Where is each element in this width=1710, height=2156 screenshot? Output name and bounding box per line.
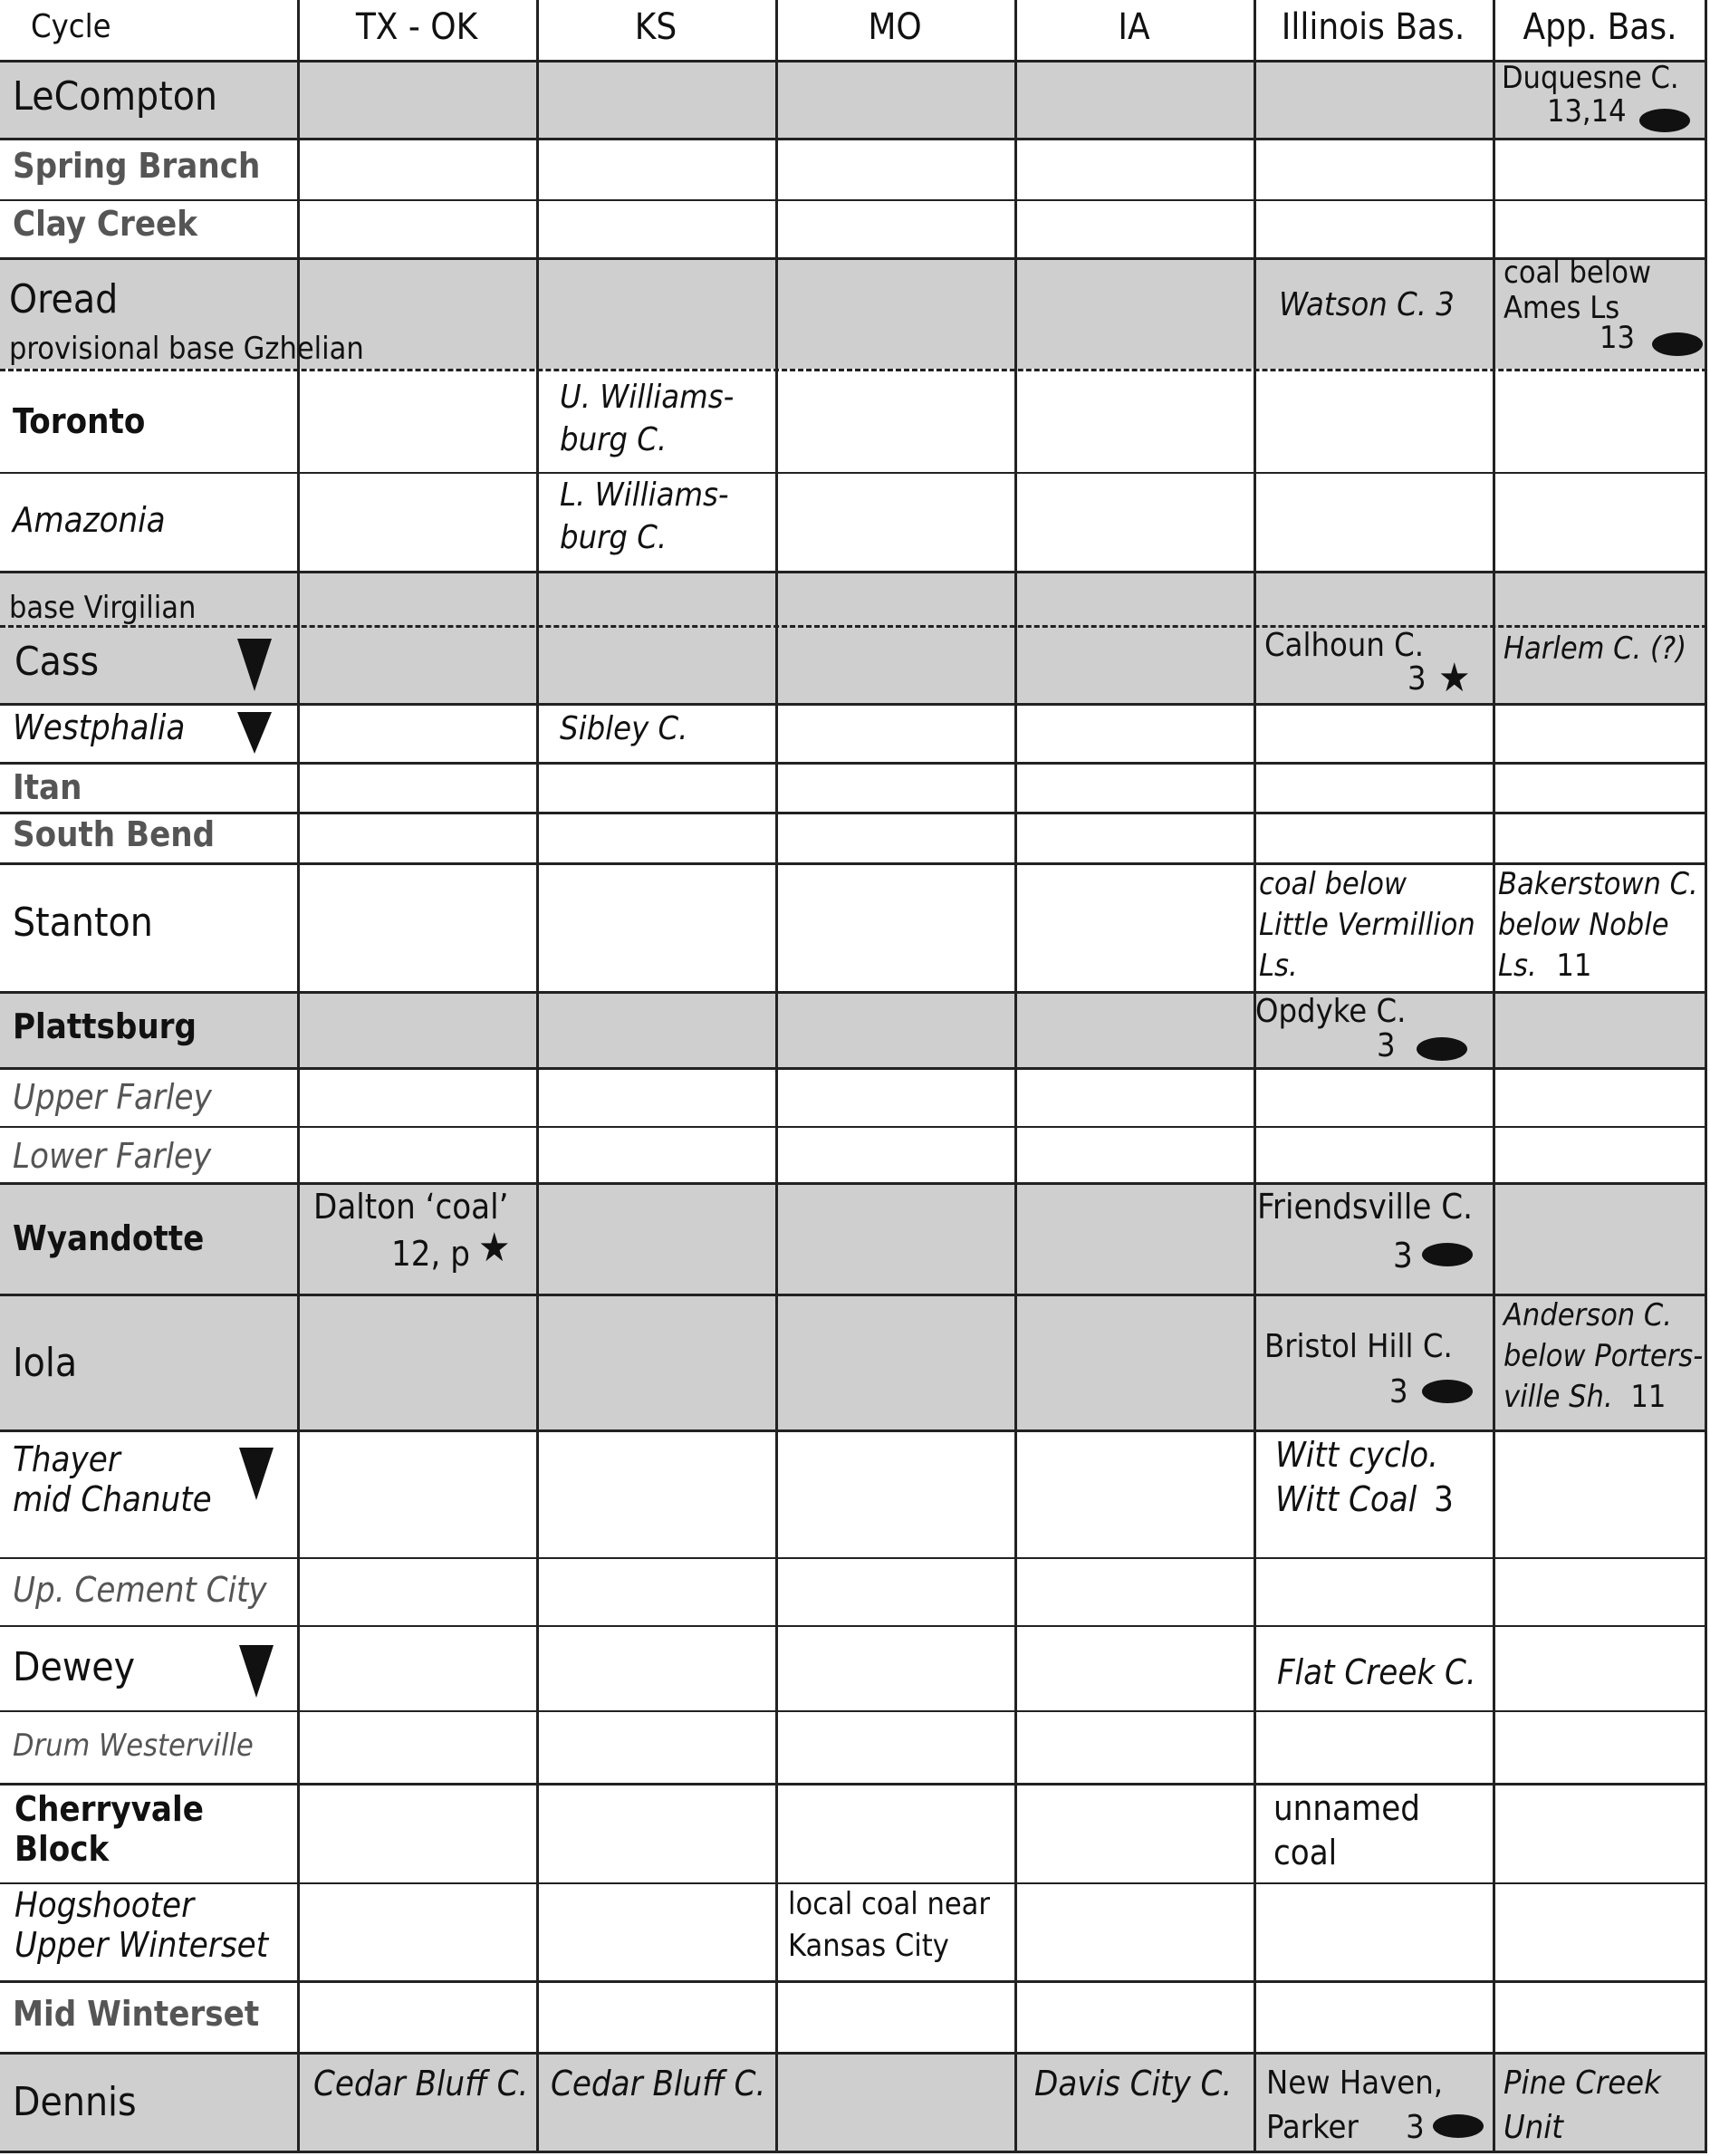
cycle-hogshooter-line1: Hogshooter: [14, 1885, 195, 1925]
cell-text: L. Williams-: [560, 476, 729, 514]
cycle-iola: Iola: [13, 1340, 78, 1386]
black-oval-icon: [1422, 1380, 1473, 1403]
row-divider: [0, 2052, 1707, 2055]
cell-text: Ls.: [1259, 948, 1298, 985]
cell-text: Witt cyclo.: [1275, 1435, 1439, 1475]
cell-amazonia-ks: [560, 475, 729, 560]
header-cycle: Cycle: [31, 8, 111, 45]
cell-text: below Porters-: [1503, 1338, 1704, 1375]
row-divider: [0, 1710, 1707, 1712]
cell-text: 3: [1406, 2108, 1425, 2146]
cell-dennis-tx-ok: Cedar Bluff C.: [313, 2064, 529, 2103]
black-oval-icon: [1417, 1037, 1467, 1061]
column-divider: [1014, 0, 1017, 2153]
cell-text: Unit: [1503, 2108, 1563, 2146]
row-divider: [0, 1067, 1707, 1070]
cycle-itan: Itan: [13, 767, 82, 807]
cell-westphalia-ks: Sibley C.: [560, 710, 688, 747]
down-triangle-icon: [237, 639, 272, 691]
column-divider: [536, 0, 539, 2153]
cycle-westphalia: Westphalia: [13, 707, 186, 747]
cycle-thayer: [13, 1440, 212, 1519]
cycle-lower-farley: Lower Farley: [13, 1136, 212, 1176]
row-divider: [0, 1625, 1707, 1627]
cell-text: ville Sh.: [1503, 1379, 1613, 1416]
cell-text: burg C.: [560, 518, 668, 556]
dashed-boundary-virgilian: [0, 625, 1707, 628]
cycle-dewey: Dewey: [13, 1644, 136, 1690]
cell-text: 3: [1434, 1479, 1454, 1520]
cycle-drum-westerville: Drum Westerville: [13, 1728, 254, 1764]
column-divider: [1493, 0, 1495, 2153]
row-divider: [0, 257, 1707, 260]
cell-text: Kansas City: [788, 1927, 949, 1964]
cycle-toronto: Toronto: [13, 401, 146, 441]
cycle-wyandotte: Wyandotte: [13, 1218, 205, 1258]
cell-cass-app: Harlem C. (?): [1503, 630, 1687, 667]
cell-text: 13,14: [1547, 93, 1627, 130]
black-oval-icon: [1433, 2114, 1484, 2138]
cell-cherryvale-illinois: [1273, 1786, 1420, 1876]
cycle-south-bend: South Bend: [13, 814, 216, 854]
black-oval-icon: [1422, 1243, 1473, 1266]
row-divider: [0, 1429, 1707, 1432]
cell-text: local coal near: [788, 1886, 990, 1922]
cycle-hogshooter-line2: Upper Winterset: [14, 1924, 269, 1965]
cycle-thayer-line1: Thayer: [13, 1439, 120, 1479]
cell-text: unnamed: [1273, 1788, 1421, 1828]
cell-text: Dalton ‘coal’: [313, 1187, 509, 1227]
dashed-boundary-gzhelian: [0, 369, 1707, 371]
cell-iola-app: [1503, 1295, 1703, 1419]
cell-text: Anderson C.: [1503, 1297, 1672, 1333]
cycle-spring-branch: Spring Branch: [13, 146, 261, 186]
cell-plattsburg-illinois: [1255, 995, 1406, 1064]
cell-stanton-app: [1498, 864, 1698, 987]
cell-text: burg C.: [560, 420, 668, 458]
cell-cass-illinois: [1264, 629, 1427, 697]
cycle-cass: Cass: [14, 639, 100, 685]
row-shade-lecompton: [0, 61, 1707, 138]
cycle-hogshooter: [14, 1886, 268, 1965]
cell-text: 11: [1630, 1379, 1667, 1416]
row-divider: [0, 571, 1707, 573]
row-divider: [0, 472, 1707, 474]
cell-toronto-ks: [560, 377, 734, 462]
cycle-mid-winterset: Mid Winterset: [13, 1994, 260, 2034]
cell-dewey-illinois: Flat Creek C.: [1277, 1652, 1476, 1692]
cell-wyandotte-illinois: [1257, 1183, 1473, 1281]
cycle-dennis: Dennis: [13, 2079, 137, 2125]
cycle-amazonia: Amazonia: [13, 500, 166, 540]
cell-stanton-app-line3: [1498, 946, 1698, 987]
star-icon: ★: [478, 1225, 511, 1271]
cycle-plattsburg: Plattsburg: [13, 1006, 197, 1046]
cell-dennis-illinois: [1266, 2062, 1443, 2150]
cell-text: Parker: [1266, 2108, 1359, 2146]
cell-hogshooter-mo: [788, 1884, 990, 1967]
cell-text: U. Williams-: [560, 379, 735, 416]
down-triangle-icon: [237, 712, 272, 754]
cell-text: New Haven,: [1266, 2065, 1444, 2102]
cell-thayer-il-line2: [1275, 1477, 1454, 1522]
header-mo: MO: [868, 6, 922, 48]
down-triangle-icon: [239, 1448, 274, 1500]
row-divider: [0, 60, 1707, 63]
row-divider: [0, 703, 1707, 706]
header-appalachian-basin: App. Bas.: [1523, 6, 1677, 48]
row-divider: [0, 199, 1707, 201]
cell-text: 3: [1393, 1235, 1413, 1275]
row-divider: [0, 1783, 1707, 1785]
header-ks: KS: [634, 6, 677, 48]
cell-dennis-il-line2: [1266, 2106, 1443, 2151]
cell-text: Witt Coal: [1275, 1479, 1417, 1520]
cell-text: 13: [1600, 319, 1635, 356]
cycle-thayer-line2: mid Chanute: [13, 1478, 212, 1519]
column-divider: [1254, 0, 1256, 2153]
row-divider: [0, 138, 1707, 140]
cell-text: Little Vermillion: [1259, 907, 1475, 944]
cell-dennis-ks: Cedar Bluff C.: [551, 2064, 766, 2103]
cell-text: 3: [1407, 660, 1427, 698]
cell-text: 3: [1389, 1373, 1408, 1411]
cell-dennis-ia: Davis City C.: [1034, 2064, 1233, 2103]
cell-text: 11: [1556, 948, 1592, 985]
cycle-oread: Oread: [9, 276, 119, 322]
down-triangle-icon: [239, 1645, 274, 1698]
cell-text: coal: [1273, 1833, 1338, 1873]
cell-text: Calhoun C.: [1264, 627, 1425, 664]
column-divider: [297, 0, 300, 2153]
cell-text: 3: [1377, 1027, 1396, 1065]
cell-text: Friendsville C.: [1257, 1187, 1474, 1227]
cycle-lecompton: LeCompton: [13, 73, 218, 120]
cell-iola-illinois: [1264, 1324, 1453, 1416]
row-divider: [0, 762, 1707, 765]
cell-text: Duquesne C.: [1502, 60, 1679, 96]
row-divider: [0, 2151, 1707, 2153]
star-icon: ★: [1438, 655, 1471, 701]
note-provisional-base-gzhelian: provisional base Gzhelian: [9, 331, 364, 367]
cell-text: Opdyke C.: [1255, 993, 1407, 1030]
row-divider: [0, 812, 1707, 814]
row-divider: [0, 991, 1707, 994]
row-shade-dennis: [0, 2052, 1707, 2153]
cycle-cherryvale-line1: Cherryvale: [14, 1789, 204, 1829]
cell-dennis-app: [1503, 2062, 1661, 2150]
cell-text: Ames Ls: [1503, 289, 1620, 326]
row-divider: [0, 1126, 1707, 1128]
header-tx-ok: TX - OK: [355, 6, 478, 48]
cell-text: Pine Creek: [1503, 2065, 1661, 2102]
cell-iola-app-line3: [1503, 1377, 1703, 1418]
black-oval-icon: [1652, 332, 1703, 356]
cell-text: coal below: [1503, 255, 1651, 291]
cell-oread-app: [1503, 255, 1651, 355]
column-divider: [775, 0, 778, 2153]
row-divider: [0, 1980, 1707, 1983]
black-oval-icon: [1639, 109, 1690, 132]
cycle-stanton: Stanton: [13, 900, 153, 946]
note-base-virgilian: base Virgilian: [9, 590, 197, 626]
cell-text: Ls.: [1498, 948, 1537, 985]
cell-thayer-illinois: [1275, 1433, 1454, 1523]
header-illinois-basin: Illinois Bas.: [1281, 6, 1465, 48]
cell-oread-illinois: Watson C. 3: [1279, 286, 1455, 323]
cell-text: 12, p: [391, 1234, 470, 1275]
row-divider: [0, 1557, 1707, 1559]
cell-text: Bakerstown C.: [1498, 866, 1698, 902]
cycle-cherryvale-line2: Block: [14, 1828, 110, 1869]
column-divider: [1705, 0, 1707, 2153]
cell-text: Bristol Hill C.: [1264, 1328, 1453, 1365]
cycle-up-cement-city: Up. Cement City: [13, 1570, 267, 1610]
cycle-cherryvale-block: [14, 1790, 204, 1869]
cell-text: coal below: [1259, 866, 1407, 902]
row-divider: [0, 1294, 1707, 1296]
cell-text: below Noble: [1498, 907, 1669, 944]
cycle-upper-farley: Upper Farley: [13, 1077, 212, 1117]
header-ia: IA: [1118, 6, 1150, 48]
cell-stanton-illinois: [1259, 864, 1475, 987]
cycle-clay-creek: Clay Creek: [13, 204, 197, 244]
